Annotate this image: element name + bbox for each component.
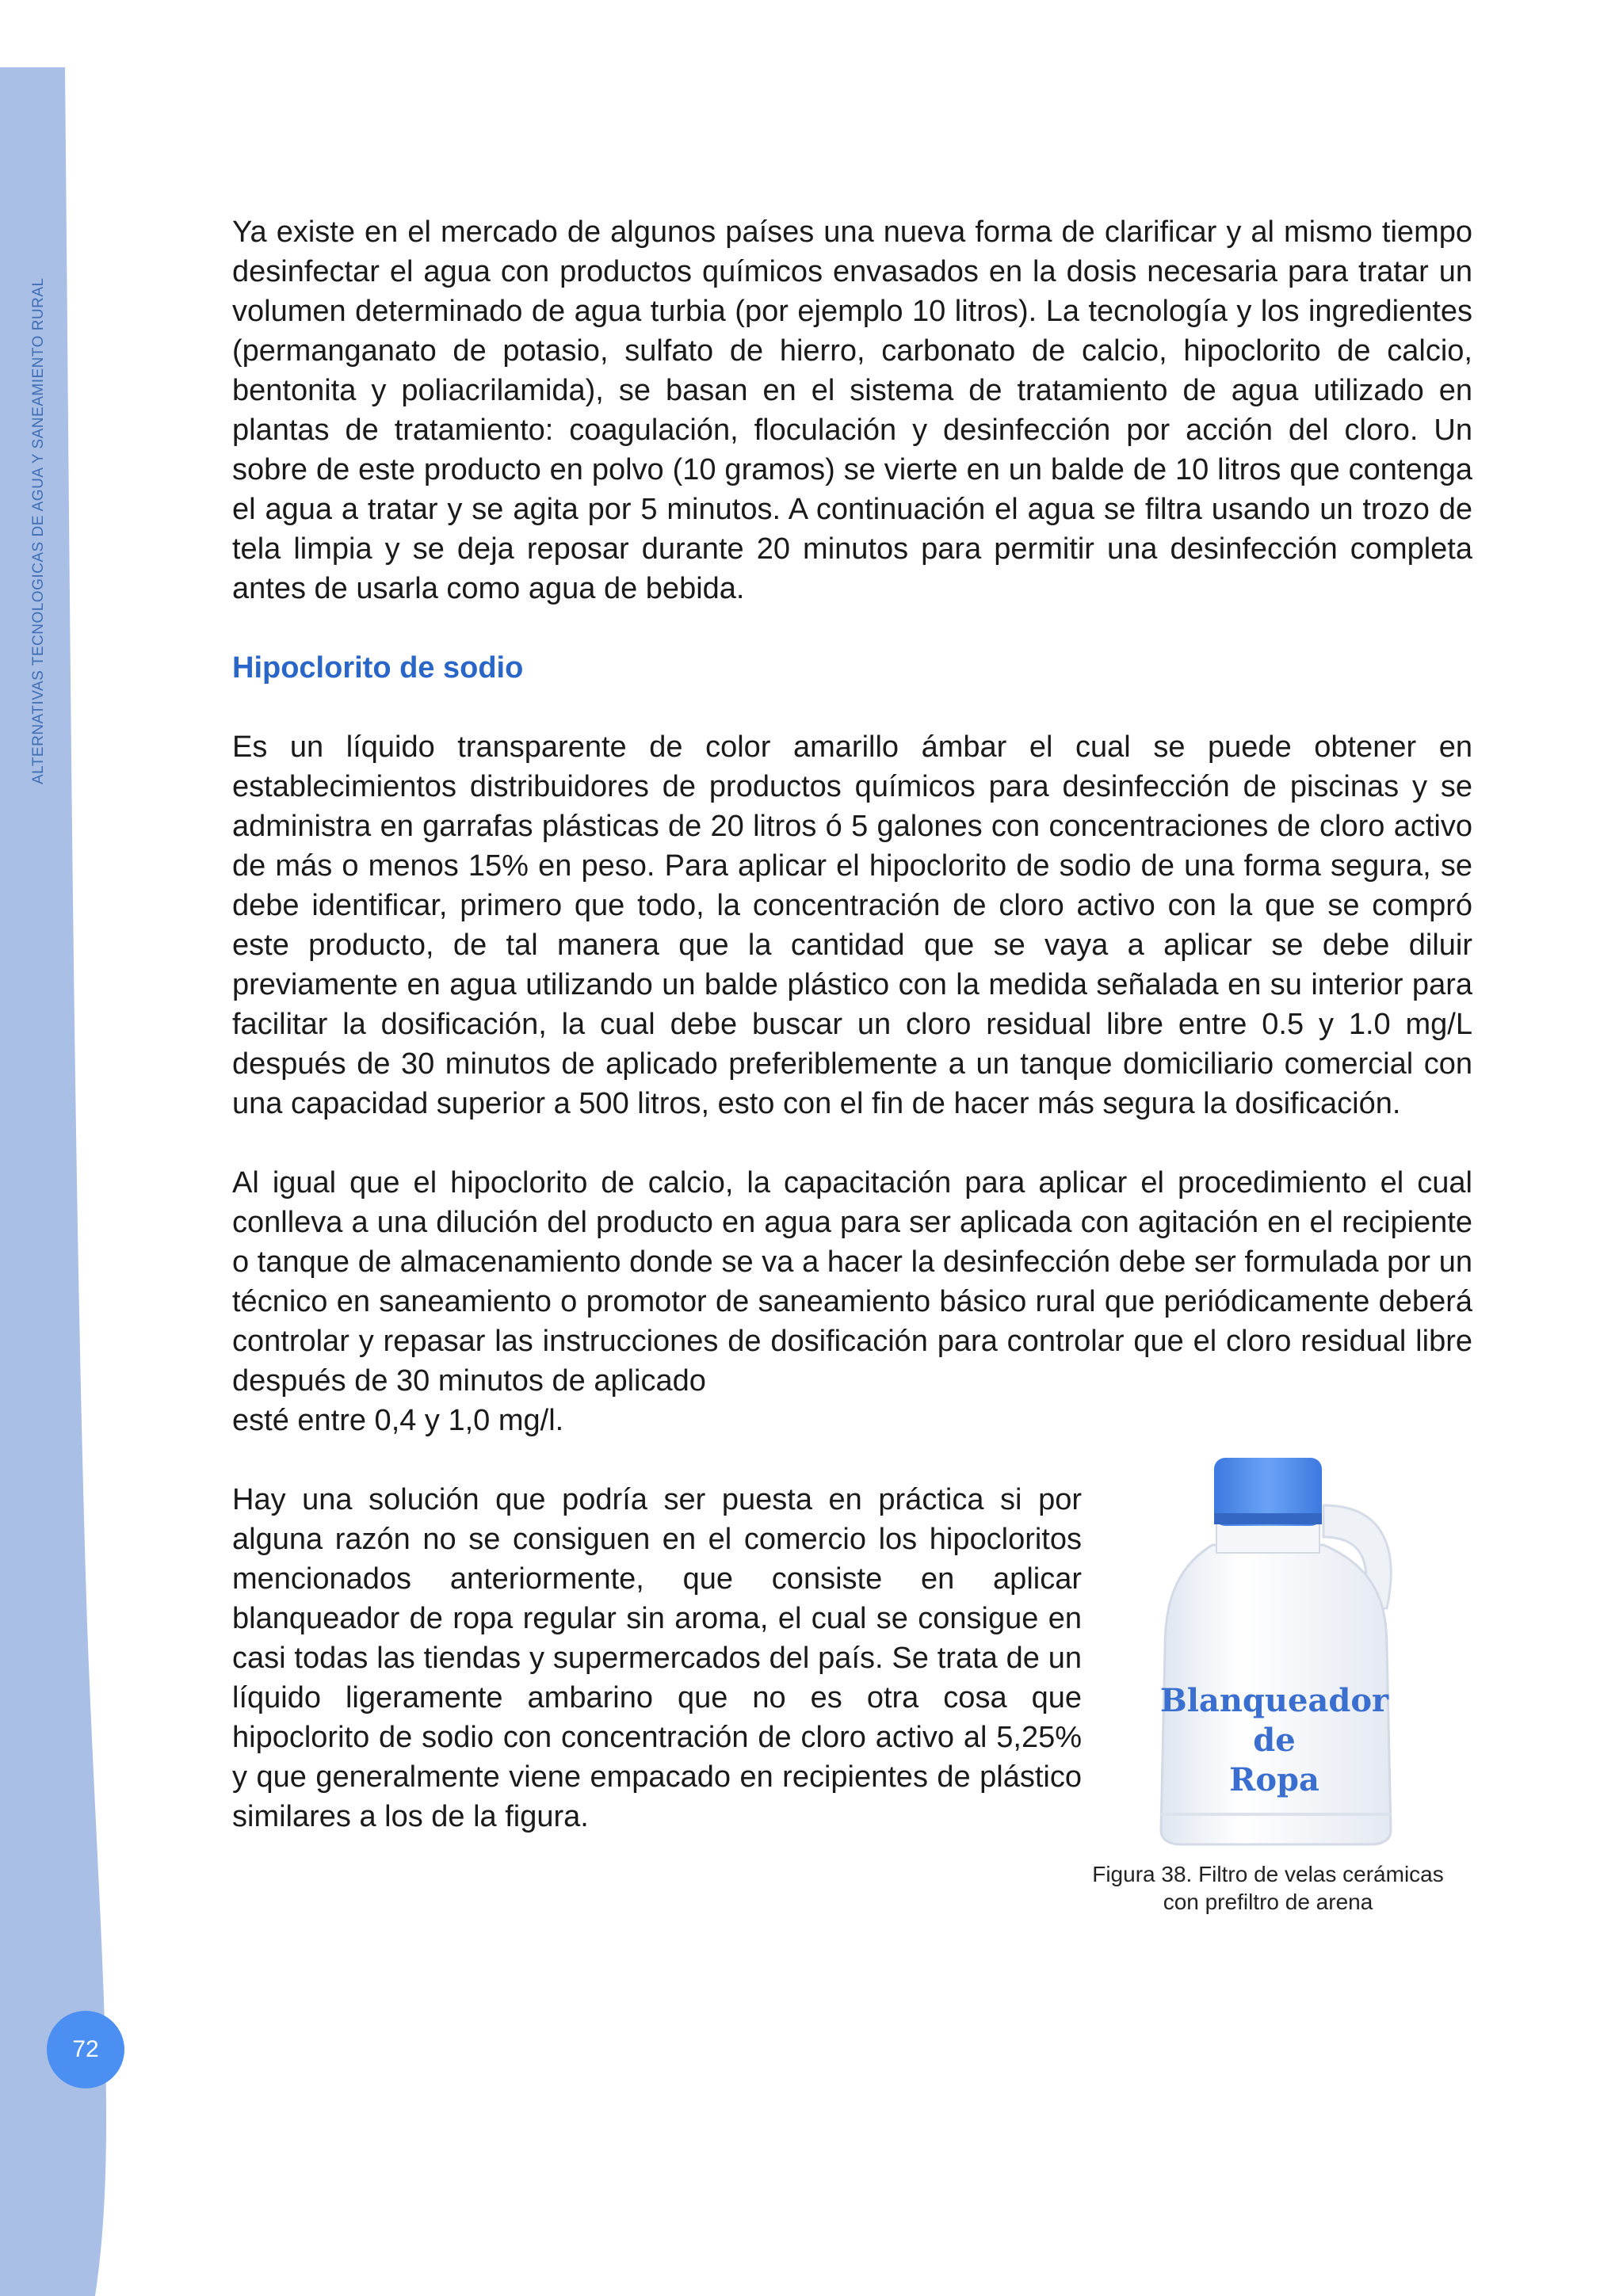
running-head: ALTERNATIVAS TECNOLOGICAS DE AGUA Y SANEAMIENTO RURAL <box>30 277 47 784</box>
paragraph-training-end: esté entre 0,4 y 1,0 mg/l. <box>232 1404 564 1437</box>
bleach-bottle-illustration <box>1125 1450 1426 1846</box>
figure-caption <box>1054 1860 1482 1916</box>
figure-38 <box>1054 1450 1498 1916</box>
intro-paragraph: Ya existe en el mercado de algunos países una nueva forma de clarificar y al mismo tiempo desinfectar el agua con productos químicos envasados en la dosis necesaria para tratar un volumen determinado de agua turbia (por ejemplo 10 litros). La tecnología y los ingredientes (permanganato de potasio, sulfato de hierro, carbonato de calcio, hipoclorito de calcio, bentonita y poliacrilamida), se basan en el sistema de tratamiento de agua utilizado en plantas de tratamiento: coagulación, floculación y desinfección por acción del cloro. Un sobre de este producto en polvo (10 gramos) se vierte en un balde de 10 litros que contenga el agua a tratar y se agita por 5 minutos. A continuación el agua se filtra usando un trozo de tela limpia y se deja reposar durante 20 minutos para permitir una desinfección completa antes de usarla como agua de bebida. <box>232 215 1472 605</box>
page-number-badge: 72 <box>47 2011 124 2088</box>
sidebar-band <box>0 0 127 2296</box>
bottle-label-line-2: de <box>1253 1722 1296 1759</box>
paragraph-bleach-solution: Hay una solución que podría ser puesta en práctica si por alguna razón no se consiguen en el comercio los hipocloritos mencionados anteriormente, que consiste en aplicar blanqueador de ropa regular sin aroma, el cual se consigue en casi todas las tiendas y supermercados del país. Se trata de un líquido ligeramente ambarino que no es otra cosa que hipoclorito de sodio con concentración de cloro activo al 5,25% y que generalmente viene empacado en recipientes de plástico similares a los de la figura. <box>232 1483 1082 1833</box>
paragraph-sodium-hypochlorite: Es un líquido transparente de color amarillo ámbar el cual se puede obtener en establecimientos distribuidores de productos químicos para desinfección de piscinas y se administra en garrafas plásticas de 20 litros ó 5 galones con concentraciones de cloro activo de más o menos 15% en peso. Para aplicar el hipoclorito de sodio de una forma segura, se debe identificar, primero que todo, la concentración de cloro activo con la que se compró este producto, de tal manera que la cantidad que se vaya a aplicar se debe diluir previamente en agua utilizando un balde plástico con la medida señalada en su interior para facilitar la dosificación, la cual debe buscar un cloro residual libre entre 0.5 y 1.0 mg/L después de 30 minutos de aplicado preferiblemente a un tanque domiciliario comercial con una capacidad superior a 500 litros, esto con el fin de hacer más segura la dosificación. <box>232 730 1472 1120</box>
section-heading: Hipoclorito de sodio <box>232 651 524 685</box>
bottle-label-line-3: Ropa <box>1229 1761 1319 1798</box>
figure-caption-line-2: con prefiltro de arena <box>1163 1890 1373 1914</box>
figure-caption-line-1: Figura 38. Filtro de velas cerámicas <box>1092 1862 1444 1886</box>
paragraph-training: Al igual que el hipoclorito de calcio, la capacitación para aplicar el procedimiento el cual conlleva a una dilución del producto en agua para ser aplicada con agitación en el recipiente o tanque de almacenamiento donde se va a hacer la desinfección debe ser formulada por un técnico en saneamiento o promotor de saneamiento básico rural que periódicamente deberá controlar y repasar las instrucciones de dosificación para controlar que el cloro residual libre después de 30 minutos de aplicado <box>232 1166 1472 1398</box>
bottle-label-line-1: Blanqueador <box>1159 1682 1389 1719</box>
